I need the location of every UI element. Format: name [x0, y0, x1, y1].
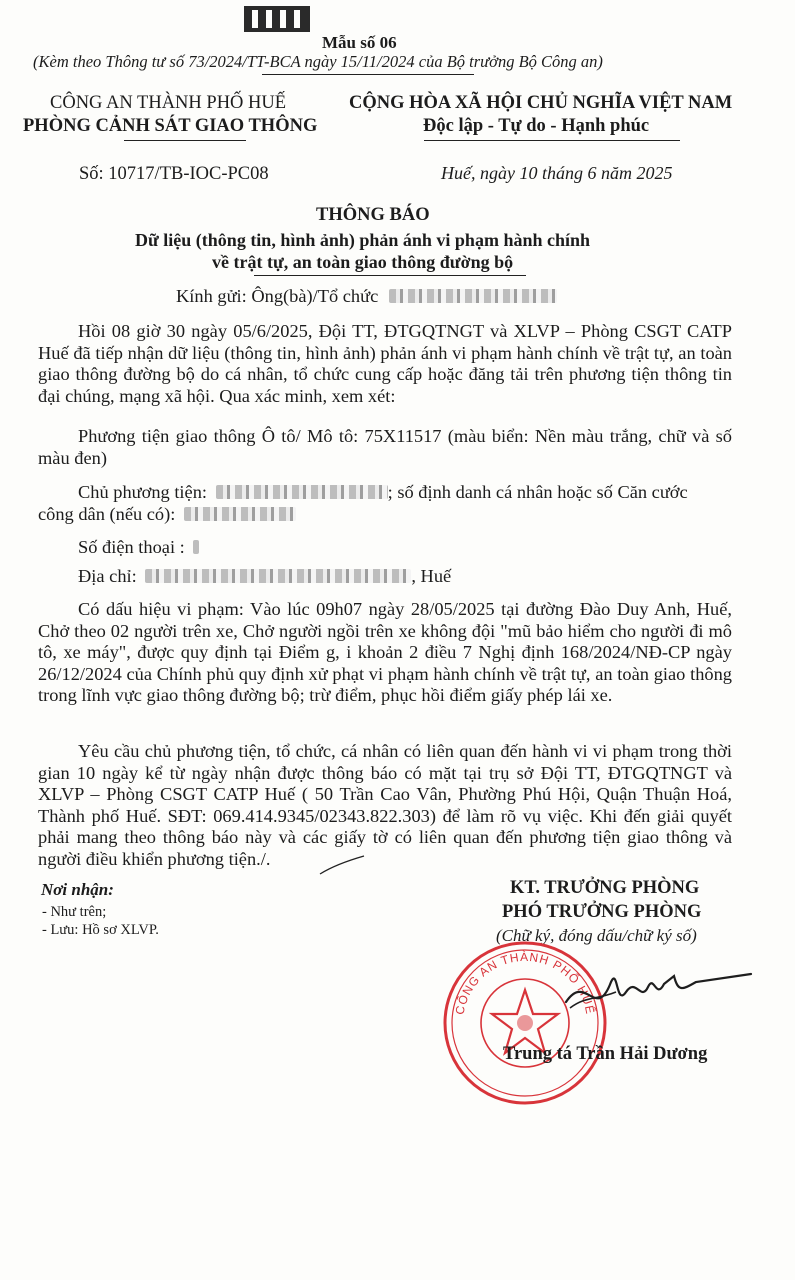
place-date: Huế, ngày 10 tháng 6 năm 2025: [441, 163, 673, 183]
address-suffix: , Huế: [411, 566, 452, 586]
notice-subtitle-line2: về trật tự, an toàn giao thông đường bộ: [212, 252, 514, 272]
handwritten-signature-icon: [556, 962, 756, 1042]
owner-label: Chủ phương tiện:: [78, 482, 208, 502]
redacted-id: [184, 507, 296, 521]
address-label: Địa chỉ:: [78, 566, 137, 586]
notice-title: THÔNG BÁO: [316, 205, 430, 225]
owner-line: [78, 482, 688, 503]
paragraph-receipt: Hồi 08 giờ 30 ngày 05/6/2025, Đội TT, ĐTGQTNGT và XLVP – Phòng CSGT CATP Huế đã tiếp nhận dữ liệu (thông tin, hình ảnh) phản ánh vi phạm hành chính về trật tự, an toàn giao thông đường bộ do cá nhân, tổ chức cung cấp hoặc đăng tải trên phương tiện thông tin đại chúng, mạng xã hội. Qua xác minh, xem xét:: [38, 321, 732, 406]
addressee-label: Kính gửi: Ông(bà)/Tổ chức: [176, 286, 379, 306]
header-logo-icon: [244, 4, 310, 34]
redacted-phone: [193, 540, 199, 554]
address-line: [78, 566, 451, 587]
recipient-item: - Lưu: Hồ sơ XLVP.: [42, 922, 159, 938]
phone-label: Số điện thoại :: [78, 537, 185, 557]
nation-line1: CỘNG HÒA XÃ HỘI CHỦ NGHĨA VIỆT NAM: [349, 93, 733, 113]
document-number: Số: 10717/TB-IOC-PC08: [79, 164, 269, 184]
redacted-name: [389, 289, 557, 303]
stamp-text: CÔNG AN THÀNH PHỐ HUẾ: [452, 949, 598, 1016]
redacted-owner: [216, 485, 388, 499]
closing-stroke-icon: [318, 852, 368, 878]
signature-note: (Chữ ký, đóng dấu/chữ ký số): [496, 926, 697, 945]
signer-name: Trung tá Trần Hải Dương: [503, 1044, 708, 1064]
nation-underline: [424, 140, 680, 141]
phone-line: [78, 537, 199, 558]
signature-line2: PHÓ TRƯỞNG PHÒNG: [502, 902, 702, 922]
notice-subtitle-line1: Dữ liệu (thông tin, hình ảnh) phản ánh vi phạm hành chính: [135, 230, 590, 250]
addressee: [176, 286, 557, 307]
owner-id-line: [38, 504, 296, 525]
paragraph-request: Yêu cầu chủ phương tiện, tổ chức, cá nhân có liên quan đến hành vi vi phạm trong thời gian 10 ngày kể từ ngày nhận được thông báo có mặt tại trụ sở Đội TT, ĐTGQTNGT và XLVP – Phòng CSGT CATP Huế ( 50 Trần Cao Vân, Phường Phú Hội, Quận Thuận Hoá, Thành phố Huế. SĐT: 069.414.9345/02343.822.303) để làm rõ vụ việc. Khi đến giải quyết phải mang theo thông báo này và các giấy tờ có liên quan đến phương tiện giao thông và người điều khiển phương tiện./.: [38, 741, 732, 869]
paragraph-vehicle: Phương tiện giao thông Ô tô/ Mô tô: 75X11517 (màu biển: Nền màu trắng, chữ và số màu đen): [38, 426, 732, 468]
form-reference: (Kèm theo Thông tư số 73/2024/TT-BCA ngày 15/11/2024 của Bộ trưởng Bộ Công an): [33, 52, 603, 71]
owner-id-label2: công dân (nếu có):: [38, 504, 176, 524]
nation-line2: Độc lập - Tự do - Hạnh phúc: [423, 116, 650, 136]
reference-underline: [262, 74, 474, 75]
paragraph-violation: Có dấu hiệu vi phạm: Vào lúc 09h07 ngày 28/05/2025 tại đường Đào Duy Anh, Huế, Chở theo 02 người trên xe, Chở người ngồi trên xe không đội "mũ bảo hiểm cho người đi mô tô, xe máy", được quy định tại Điểm g, i khoản 2 điều 7 Nghị định 168/2024/NĐ-CP ngày 26/12/2024 của Chính phủ quy định xử phạt vi phạm hành chính về trật tự, an toàn giao thông trong lĩnh vực giao thông đường bộ; trừ điểm, phục hồi điểm giấy phép lái xe.: [38, 599, 732, 706]
agency-line1: CÔNG AN THÀNH PHỐ HUẾ: [50, 93, 287, 113]
agency-line2: PHÒNG CẢNH SÁT GIAO THÔNG: [23, 116, 318, 136]
redacted-address: [145, 569, 411, 583]
agency-underline: [124, 140, 246, 141]
recipients-label: Nơi nhận:: [41, 880, 114, 899]
owner-id-label: ; số định danh cá nhân hoặc số Căn cước: [387, 482, 688, 502]
recipient-item: - Như trên;: [42, 904, 107, 920]
signature-line1: KT. TRƯỞNG PHÒNG: [510, 878, 700, 898]
form-number: Mẫu số 06: [322, 33, 397, 52]
title-underline: [254, 275, 526, 276]
